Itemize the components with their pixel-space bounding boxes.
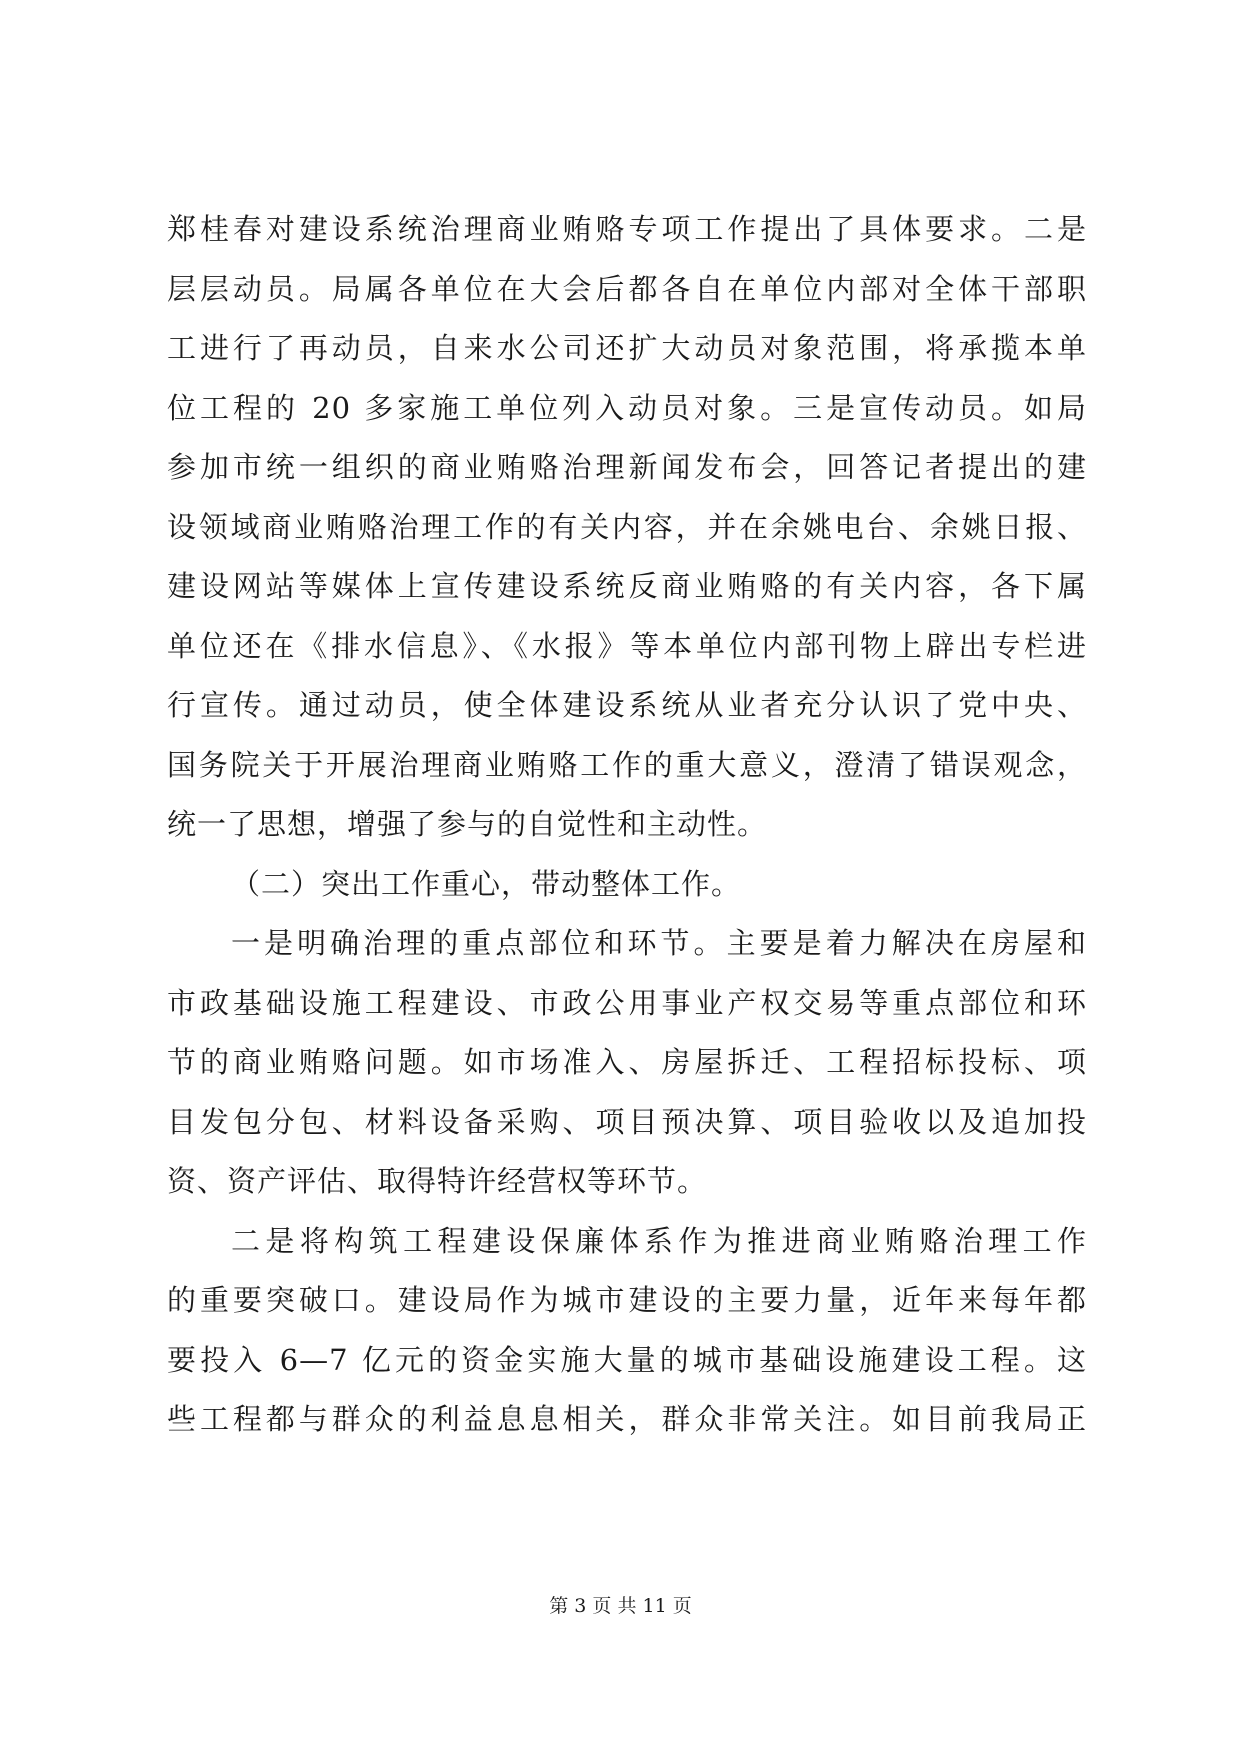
text-line: 工进行了再动员，自来水公司还扩大动员对象范围，将承揽本单 xyxy=(167,331,1087,365)
page-number-footer: 第 3 页 共 11 页 xyxy=(549,1595,692,1617)
text-line: 二是将构筑工程建设保廉体系作为推进商业贿赂治理工作 xyxy=(231,1223,1087,1258)
text-line: 资、资产评估、取得特许经营权等环节。 xyxy=(167,1164,708,1198)
text-line: 单位还在《排水信息》、《水报》等本单位内部刊物上辟出专栏进 xyxy=(167,628,1087,663)
text-line: 要投入 6—7 亿元的资金实施大量的城市基础设施建设工程。这 xyxy=(167,1342,1087,1377)
section-heading: （二）突出工作重心，带动整体工作。 xyxy=(231,866,742,901)
text-line: 一是明确治理的重点部位和环节。主要是着力解决在房屋和 xyxy=(231,926,1087,960)
text-line: 层层动员。局属各单位在大会后都各自在单位内部对全体干部职 xyxy=(167,271,1087,306)
text-line: 设领域商业贿赂治理工作的有关内容，并在余姚电台、余姚日报、 xyxy=(167,509,1087,544)
text-line: 的重要突破口。建设局作为城市建设的主要力量，近年来每年都 xyxy=(167,1283,1087,1317)
text-line: 行宣传。通过动员，使全体建设系统从业者充分认识了党中央、 xyxy=(167,688,1087,722)
text-line: 目发包分包、材料设备采购、项目预决算、项目验收以及追加投 xyxy=(167,1104,1087,1139)
document-body xyxy=(167,200,1087,1450)
text-line: 郑桂春对建设系统治理商业贿赂专项工作提出了具体要求。二是 xyxy=(167,212,1087,246)
text-line: 市政基础设施工程建设、市政公用事业产权交易等重点部位和环 xyxy=(167,985,1087,1020)
text-line: 些工程都与群众的利益息息相关，群众非常关注。如目前我局正 xyxy=(167,1402,1087,1436)
text-line: 节的商业贿赂问题。如市场准入、房屋拆迁、工程招标投标、项 xyxy=(167,1045,1087,1079)
text-line: 参加市统一组织的商业贿赂治理新闻发布会，回答记者提出的建 xyxy=(167,450,1087,484)
text-line: 国务院关于开展治理商业贿赂工作的重大意义，澄清了错误观念， xyxy=(167,747,1087,782)
text-line: 建设网站等媒体上宣传建设系统反商业贿赂的有关内容，各下属 xyxy=(167,569,1087,603)
text-line: 统一了思想，增强了参与的自觉性和主动性。 xyxy=(167,807,768,841)
text-line: 位工程的 20 多家施工单位列入动员对象。三是宣传动员。如局 xyxy=(167,390,1087,425)
